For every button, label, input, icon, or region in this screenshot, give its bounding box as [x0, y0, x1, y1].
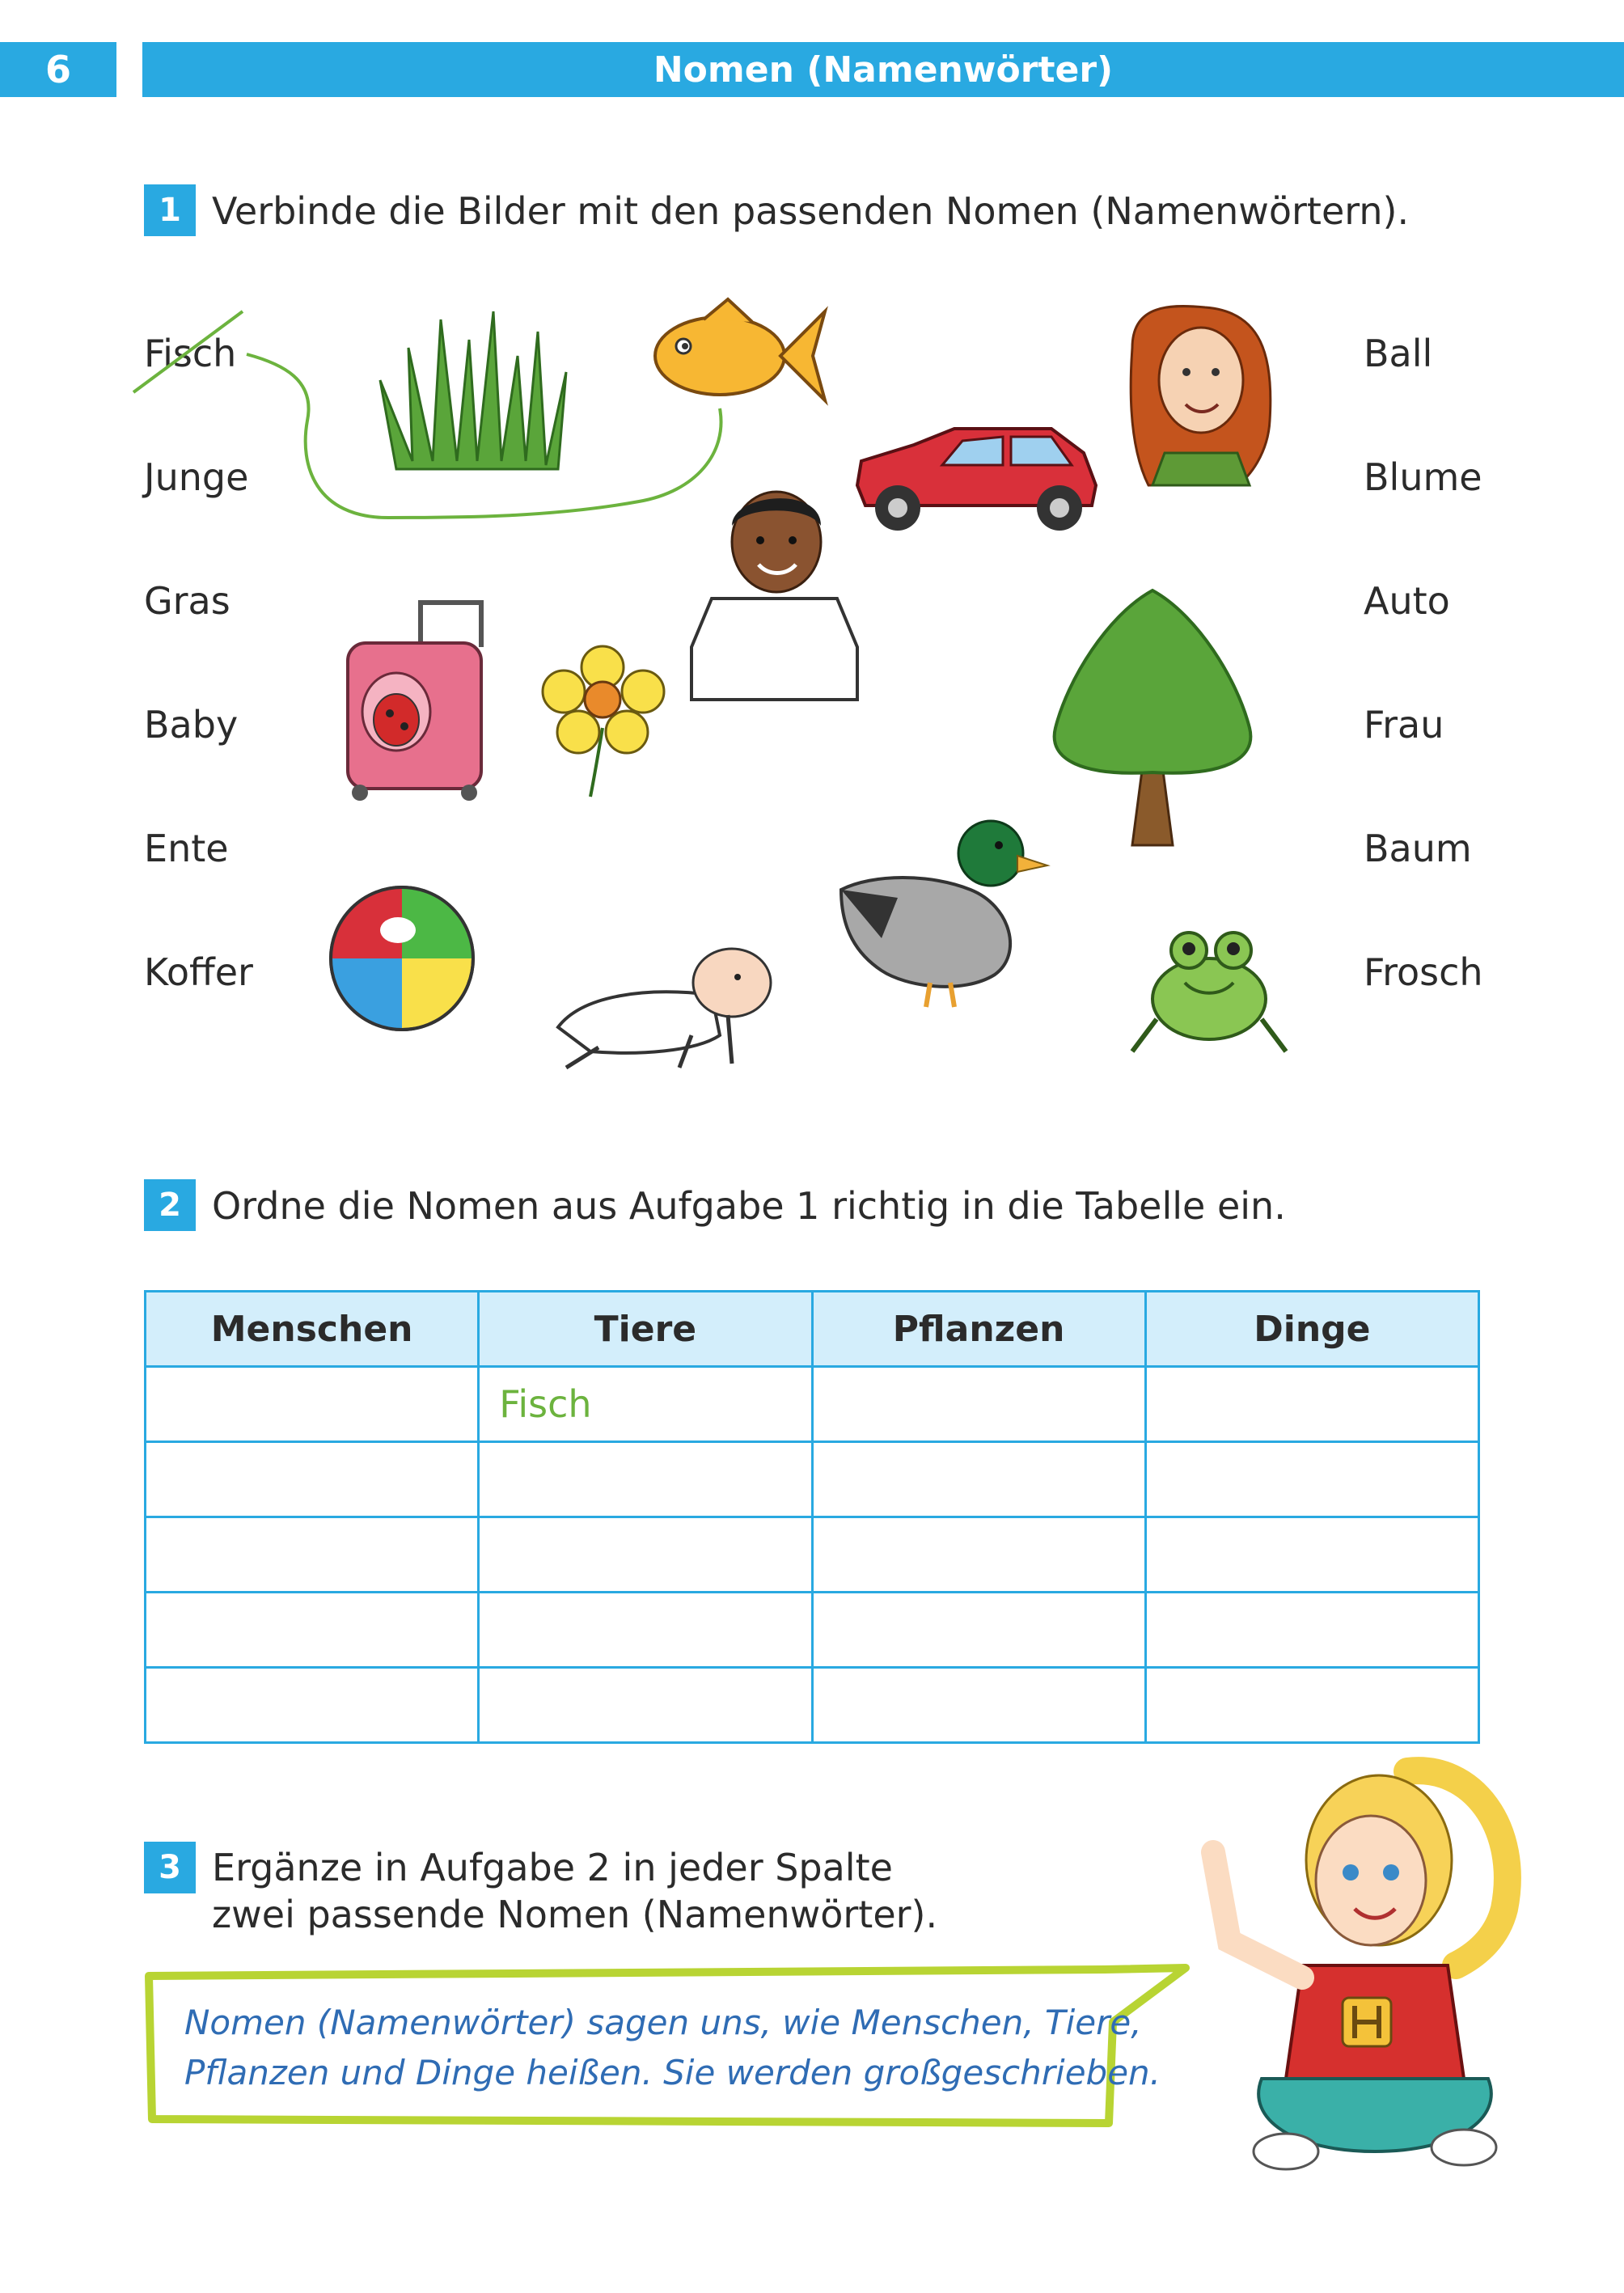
left-word-baby: Baby [144, 703, 239, 747]
table-cell[interactable] [812, 1442, 1145, 1517]
table-cell[interactable] [479, 1593, 812, 1668]
column-header-pflanzen: Pflanzen [812, 1292, 1145, 1367]
junge-picture[interactable] [691, 492, 857, 700]
table-cell[interactable] [479, 1442, 812, 1517]
column-header-dinge: Dinge [1145, 1292, 1478, 1367]
left-word-koffer: Koffer [144, 950, 253, 994]
auto-picture[interactable] [857, 429, 1096, 531]
right-word-frosch: Frosch [1364, 950, 1483, 994]
table-cell[interactable] [146, 1367, 479, 1442]
right-word-blume: Blume [1364, 455, 1482, 499]
table-cell[interactable] [812, 1367, 1145, 1442]
left-word-junge: Junge [144, 455, 249, 499]
frau-picture[interactable] [1131, 306, 1271, 485]
koffer-picture[interactable] [348, 603, 481, 801]
table-cell[interactable] [1145, 1517, 1478, 1593]
table-cell[interactable] [479, 1517, 812, 1593]
task-1-number: 1 [144, 184, 196, 236]
column-header-menschen: Menschen [146, 1292, 479, 1367]
table-cell[interactable] [146, 1442, 479, 1517]
table-cell[interactable] [479, 1668, 812, 1743]
task-3-number: 3 [144, 1842, 196, 1893]
table-cell-example-answer[interactable]: Fisch [479, 1367, 812, 1442]
hint-line-1: Nomen (Namenwörter) sagen uns, wie Menschen, Tiere, [184, 2003, 1142, 2042]
task-2-instruction: Ordne die Nomen aus Aufgabe 1 richtig in die Tabelle ein. [212, 1184, 1286, 1228]
table-row [146, 1367, 1479, 1442]
page-title: Nomen (Namenwörter) [142, 42, 1624, 97]
task-1-instruction: Verbinde die Bilder mit den passenden Nomen (Namenwörtern). [212, 189, 1410, 233]
table-cell[interactable] [812, 1593, 1145, 1668]
ente-picture[interactable] [841, 821, 1047, 1007]
fisch-picture[interactable] [655, 299, 825, 400]
frosch-picture[interactable] [1132, 933, 1286, 1051]
task-3-instruction-line-1: Ergänze in Aufgabe 2 in jeder Spalte [212, 1846, 893, 1889]
table-cell[interactable] [1145, 1593, 1478, 1668]
ball-picture[interactable] [331, 887, 473, 1030]
gras-picture[interactable] [380, 311, 566, 469]
table-cell[interactable] [1145, 1442, 1478, 1517]
table-cell[interactable] [146, 1668, 479, 1743]
right-word-baum: Baum [1364, 827, 1472, 870]
left-word-ente: Ente [144, 827, 229, 870]
example-connection-line [133, 311, 721, 518]
table-cell[interactable] [146, 1517, 479, 1593]
right-word-frau: Frau [1364, 703, 1444, 747]
page-number: 6 [0, 42, 116, 97]
baum-picture[interactable] [1055, 590, 1251, 845]
left-word-gras: Gras [144, 579, 230, 623]
hint-line-2: Pflanzen und Dinge heißen. Sie werden großgeschrieben. [184, 2053, 1161, 2092]
right-word-auto: Auto [1364, 579, 1450, 623]
table-cell[interactable] [1145, 1367, 1478, 1442]
table-row [146, 1517, 1479, 1593]
column-header-tiere: Tiere [479, 1292, 812, 1367]
left-word-fisch: Fisch [144, 332, 237, 375]
table-row [146, 1442, 1479, 1517]
table-row [146, 1593, 1479, 1668]
girl-mascot-illustration [1197, 1699, 1537, 2184]
table-cell[interactable] [146, 1593, 479, 1668]
table-cell[interactable] [812, 1668, 1145, 1743]
right-word-ball: Ball [1364, 332, 1433, 375]
task-2-number: 2 [144, 1179, 196, 1231]
blume-picture[interactable] [543, 646, 664, 797]
table-cell[interactable] [812, 1517, 1145, 1593]
baby-picture[interactable] [558, 949, 771, 1068]
task-1-picture-area [0, 0, 1624, 1132]
task-3-instruction-line-2: zwei passende Nomen (Namenwörter). [212, 1893, 938, 1936]
nouns-table [144, 1290, 1480, 1744]
